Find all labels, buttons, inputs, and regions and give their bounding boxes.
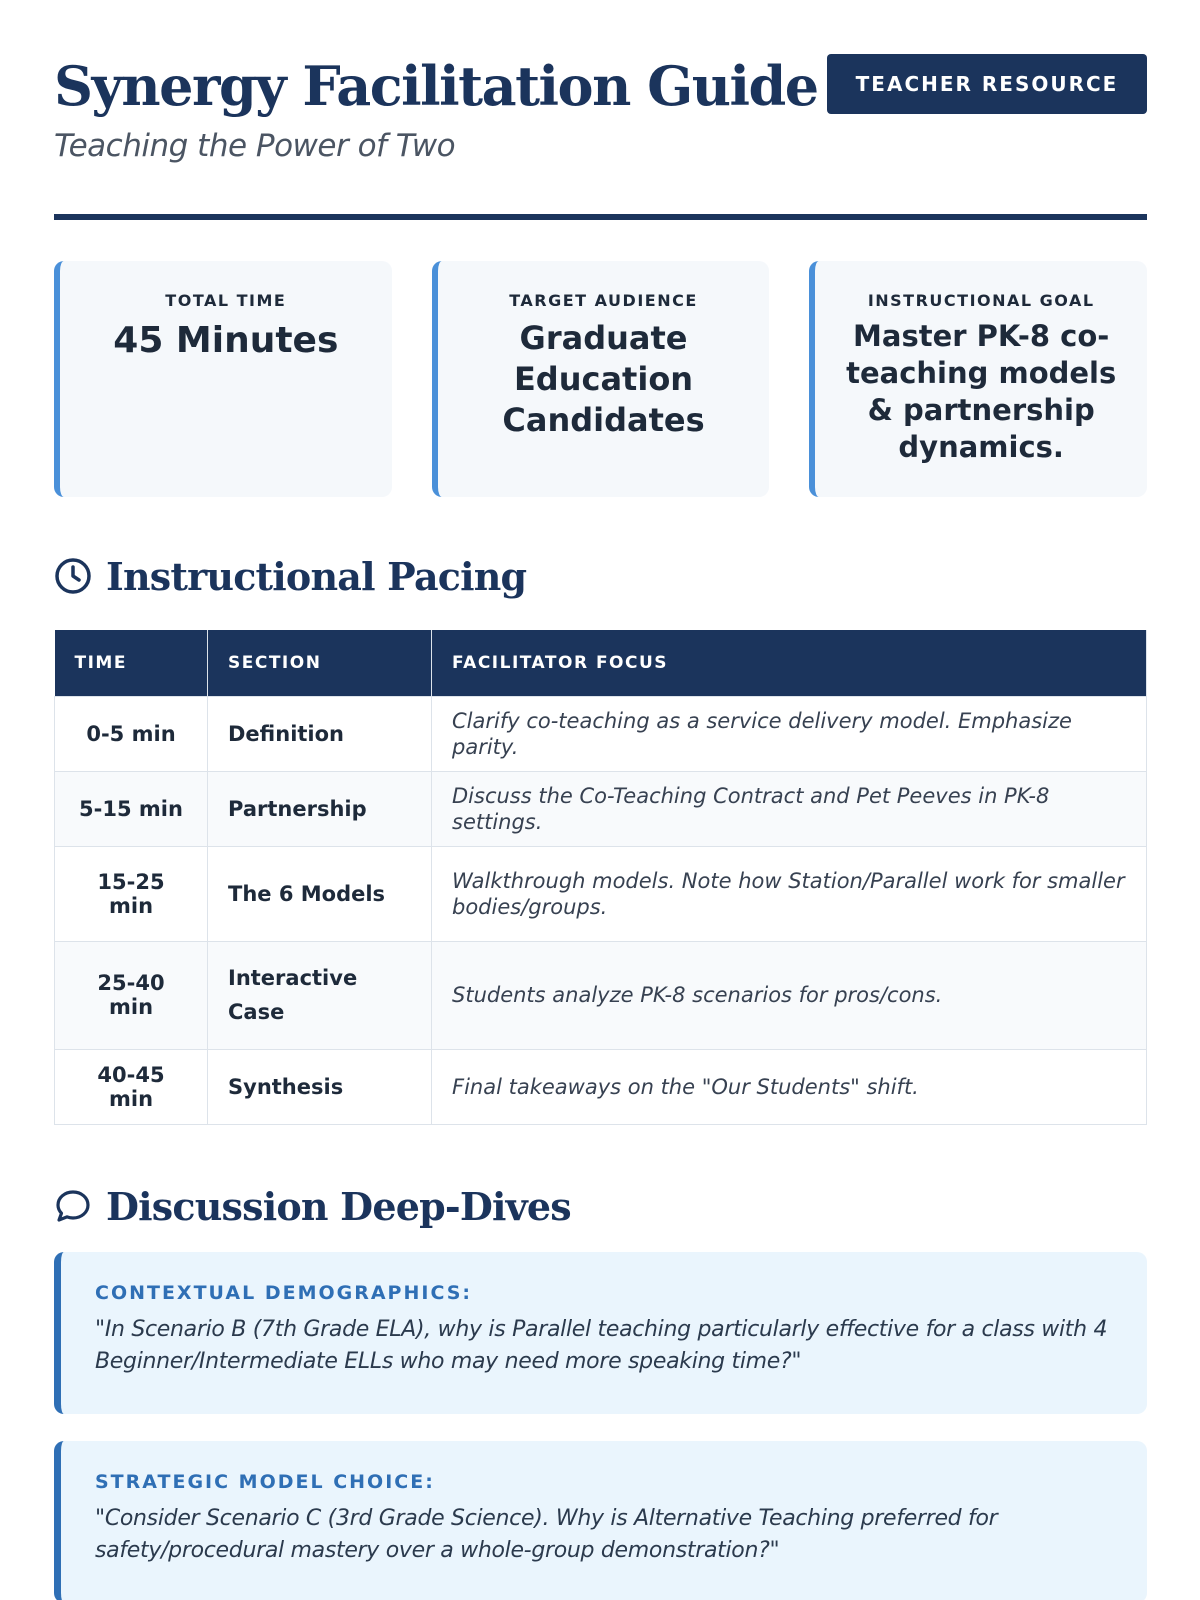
row-time: 5-15 min bbox=[55, 771, 208, 846]
table-header-row bbox=[55, 630, 1147, 696]
table-row bbox=[55, 1049, 1147, 1124]
pacing-table bbox=[54, 630, 1147, 1125]
row-focus: Clarify co-teaching as a service delivery model. Emphasize parity. bbox=[432, 696, 1147, 771]
row-time: 40-45 min bbox=[55, 1049, 208, 1124]
total-time-card bbox=[54, 261, 392, 497]
row-time: 25-40 min bbox=[55, 941, 208, 1049]
page-header bbox=[54, 0, 1147, 222]
column-header-time: TIME bbox=[55, 630, 208, 696]
row-focus: Students analyze PK-8 scenarios for pros/cons. bbox=[432, 941, 1147, 1049]
discussion-heading bbox=[54, 1181, 571, 1231]
teacher-resource-badge: TEACHER RESOURCE bbox=[827, 54, 1147, 114]
card-label: INSTRUCTIONAL GOAL bbox=[867, 291, 1095, 310]
card-value: Graduate Education Candidates bbox=[502, 319, 705, 439]
row-focus: Discuss the Co-Teaching Contract and Pet Peeves in PK-8 settings. bbox=[432, 771, 1147, 846]
chat-bubble-icon bbox=[54, 1187, 92, 1225]
discussion-heading-text: Discussion Deep-Dives bbox=[106, 1183, 571, 1229]
page-subtitle: Teaching the Power of Two bbox=[54, 128, 456, 164]
row-section: Interactive Case bbox=[208, 941, 432, 1049]
row-section: Partnership bbox=[208, 771, 432, 846]
row-time: 15-25 min bbox=[55, 846, 208, 941]
pacing-heading-text: Instructional Pacing bbox=[106, 553, 527, 599]
table-row bbox=[55, 696, 1147, 771]
card-label: TOTAL TIME bbox=[165, 291, 287, 310]
column-header-focus: FACILITATOR FOCUS bbox=[432, 630, 1147, 696]
row-section: Definition bbox=[208, 696, 432, 771]
discussion-callout bbox=[54, 1252, 1147, 1414]
header-divider bbox=[54, 214, 1147, 220]
card-value: Master PK-8 co-teaching models & partnership dynamics. bbox=[846, 319, 1117, 464]
row-section: Synthesis bbox=[208, 1049, 432, 1124]
callout-label: STRATEGIC MODEL CHOICE: bbox=[95, 1471, 435, 1493]
target-audience-card bbox=[432, 261, 770, 497]
card-label: TARGET AUDIENCE bbox=[509, 291, 698, 310]
facilitation-guide-page bbox=[54, 0, 1147, 1563]
instructional-goal-card bbox=[809, 261, 1147, 497]
summary-cards bbox=[54, 261, 1147, 497]
card-value: 45 Minutes bbox=[113, 320, 339, 361]
column-header-section: SECTION bbox=[208, 630, 432, 696]
discussion-callout bbox=[54, 1441, 1147, 1600]
callout-text: "Consider Scenario C (3rd Grade Science). Why is Alternative Teaching preferred for safety/procedural mastery over a whole-group demonstration?" bbox=[95, 1506, 998, 1563]
row-time: 0-5 min bbox=[55, 696, 208, 771]
row-focus: Final takeaways on the "Our Students" shift. bbox=[432, 1049, 1147, 1124]
table-row bbox=[55, 771, 1147, 846]
page-title: Synergy Facilitation Guide bbox=[54, 54, 818, 118]
table-row bbox=[55, 941, 1147, 1049]
callout-text: "In Scenario B (7th Grade ELA), why is Parallel teaching particularly effective for a class with 4 Beginner/Intermediate ELLs who may need more speaking time?" bbox=[95, 1317, 1108, 1374]
clock-icon bbox=[54, 557, 92, 595]
table-row bbox=[55, 846, 1147, 941]
row-section: The 6 Models bbox=[208, 846, 432, 941]
callout-label: CONTEXTUAL DEMOGRAPHICS: bbox=[95, 1282, 473, 1304]
row-focus: Walkthrough models. Note how Station/Parallel work for smaller bodies/groups. bbox=[432, 846, 1147, 941]
pacing-heading bbox=[54, 551, 526, 601]
